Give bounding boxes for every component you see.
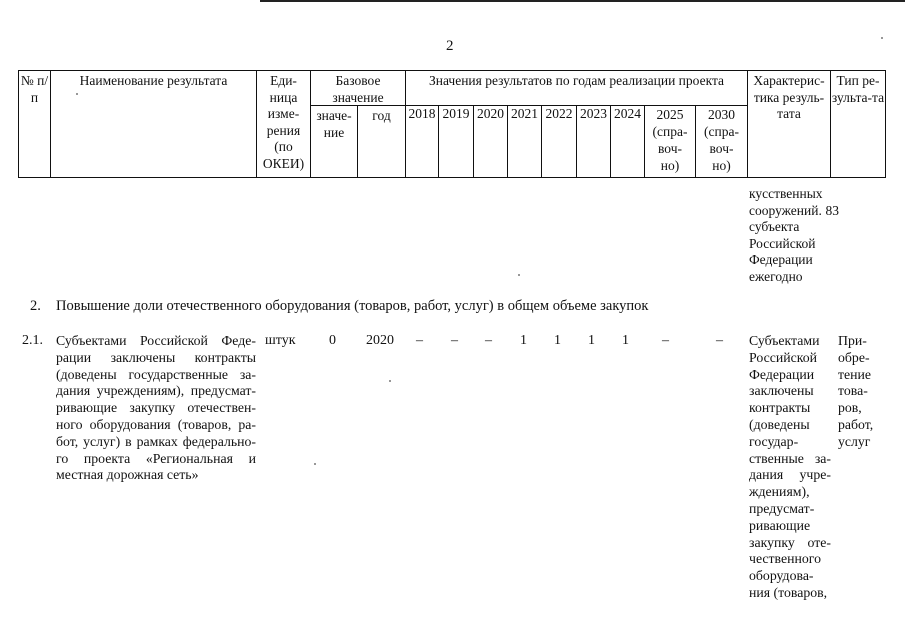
header-num: № п/п: [20, 73, 49, 105]
row-value-2018: –: [416, 333, 423, 348]
row-value-2030: –: [716, 333, 723, 348]
header-characteristic: Характерис-тика резуль-тата: [753, 73, 825, 121]
page-number: 2: [446, 38, 454, 54]
row-number: 2.1.: [22, 333, 43, 348]
row-base-value: 0: [329, 333, 336, 348]
header-year-2023: 2023: [580, 106, 607, 121]
row-type: При-обре-тение това-ров, работ, услуг: [838, 333, 874, 449]
scan-speck: [76, 93, 78, 95]
scan-edge-line: [260, 0, 905, 2]
header-name: Наименование результата: [79, 73, 228, 88]
header-base-value: значе-ние: [316, 108, 352, 140]
row-value-2021: 1: [520, 333, 527, 348]
row-characteristic: Субъектами Российской Федерации заключены контракты (доведены государ-ственные за-дания учре-ждениям), предусмат-ривающие закупку оте-чественного оборудова-ния (товаров,: [749, 333, 831, 600]
row-name: Субъектами Российской Феде-рации заключены контракты (доведены государственные за-дания учреждениям), предусмат-ривающие закупку отечествен-ного оборудования (товаров, ра-бот, услуг) в рамках федерально-го проекта «Региональная и местная дорожная сеть»: [56, 333, 256, 483]
table-header: [18, 70, 886, 178]
header-base-group: Базовое значение: [332, 73, 384, 105]
row-value-2023: 1: [588, 333, 595, 348]
header-years-group: Значения результатов по годам реализации проекта: [428, 73, 725, 88]
header-year-2025: 2025 (спра- воч- но): [652, 107, 688, 173]
row-value-2025: –: [662, 333, 669, 348]
continuation-text: кусственных сооружений. 83 субъекта Российской Федерации ежегодно: [749, 186, 839, 284]
row-value-2020: –: [485, 333, 492, 348]
header-unit: Еди-ница изме-рения (по ОКЕИ): [262, 73, 305, 171]
row-base-year: 2020: [366, 333, 394, 348]
header-year-2021: 2021: [511, 106, 538, 121]
header-year-2019: 2019: [442, 106, 470, 121]
scan-speck: [314, 463, 316, 465]
header-year-2020: 2020: [477, 106, 504, 121]
section-title: Повышение доли отечественного оборудования (товаров, работ, услуг) в общем объеме закупок: [56, 298, 649, 314]
row-unit: штук: [265, 333, 296, 348]
header-year-2022: 2022: [545, 106, 573, 121]
header-year-2030: 2030 (спра- воч- но): [704, 107, 739, 173]
scan-speck: [881, 37, 883, 39]
scan-speck: [518, 274, 520, 276]
scan-speck: [389, 380, 391, 382]
header-type: Тип ре-зульта-та: [831, 73, 885, 105]
header-year-2018: 2018: [408, 106, 436, 121]
header-year-2024: 2024: [614, 106, 641, 121]
section-number: 2.: [30, 298, 41, 314]
row-value-2019: –: [451, 333, 458, 348]
row-value-2024: 1: [622, 333, 629, 348]
row-value-2022: 1: [554, 333, 561, 348]
header-base-year: год: [372, 108, 391, 123]
